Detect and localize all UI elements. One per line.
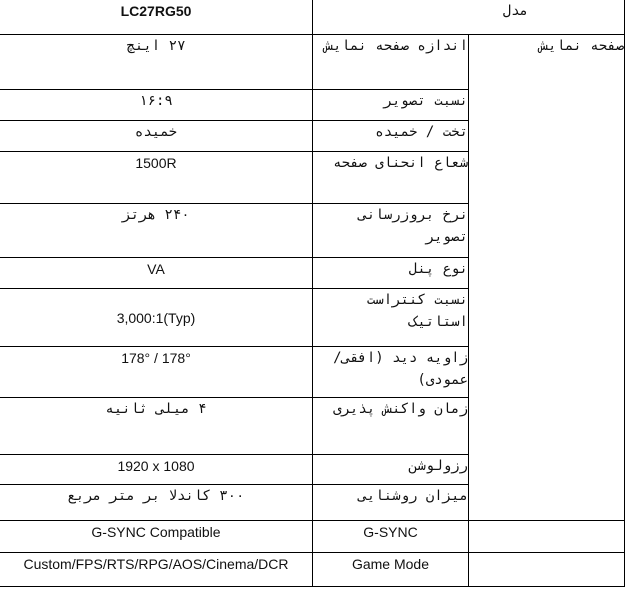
resolution-value: 1920 x 1080 — [0, 455, 313, 485]
empty-cell — [469, 521, 625, 553]
refresh-rate-value: ۲۴۰ هرتز — [0, 204, 313, 258]
response-time-label: زمان واکنش پذیری — [313, 398, 469, 455]
panel-type-value: VA — [0, 258, 313, 289]
brightness-label: میزان روشنایی — [313, 485, 469, 521]
aspect-ratio-label: نسبت تصویر — [313, 90, 469, 121]
curvature-value: 1500R — [0, 152, 313, 204]
table-row — [0, 553, 625, 587]
flat-curved-value: خمیده — [0, 121, 313, 152]
contrast-label: نسبت کنتراست استاتیک — [313, 289, 469, 347]
refresh-rate-label: نرخ بروزرسانی تصویر — [313, 204, 469, 258]
model-value: LC27RG50 — [0, 0, 313, 35]
gsync-label: G-SYNC — [313, 521, 469, 553]
game-mode-value: Custom/FPS/RTS/RPG/AOS/Cinema/DCR — [0, 553, 313, 587]
viewing-angle-value — [0, 347, 313, 398]
empty-cell — [469, 553, 625, 587]
game-mode-label: Game Mode — [313, 553, 469, 587]
response-time-value: ۴ میلی ثانیه — [0, 398, 313, 455]
gsync-value: G-SYNC Compatible — [0, 521, 313, 553]
aspect-ratio-value: ۱۶:۹ — [0, 90, 313, 121]
screen-size-label: اندازه صفحه نمایش — [313, 35, 469, 90]
screen-size-value: ۲۷ اینچ — [0, 35, 313, 90]
table-row — [0, 35, 625, 90]
table-header-row — [0, 0, 625, 35]
panel-type-label: نوع پنل — [313, 258, 469, 289]
display-group-label: صفحه نمایش — [469, 35, 625, 521]
table-row — [0, 521, 625, 553]
model-label: مدل — [313, 0, 625, 35]
resolution-label: رزولوشن — [313, 455, 469, 485]
viewing-angle-label: زاویه دید (افقی/عمودی) — [313, 347, 469, 398]
brightness-value: ۳۰۰ کاندلا بر متر مربع — [0, 485, 313, 521]
contrast-value: 3,000:1(Typ) — [0, 289, 313, 347]
curvature-label: شعاع انحنای صفحه — [313, 152, 469, 204]
flat-curved-label: تخت / خمیده — [313, 121, 469, 152]
viewing-angle-text: 178° / 178° — [121, 350, 191, 366]
